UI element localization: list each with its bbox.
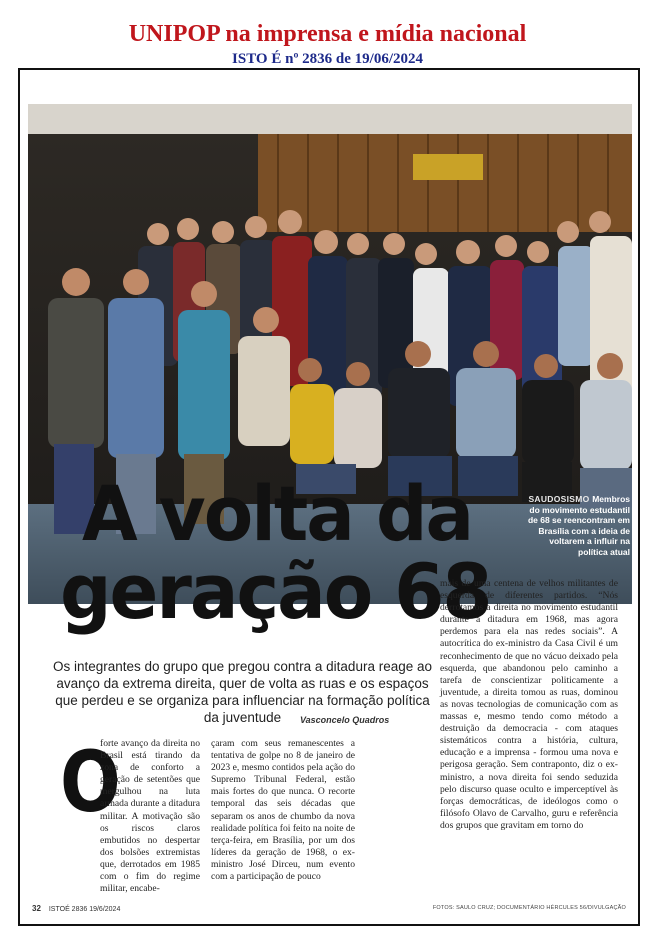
headline-line-2: geração 68 (60, 547, 491, 636)
photo-credits: FOTOS: SAULO CRUZ; DOCUMENTÁRIO HÉRCULES 56/DIVULGAÇÃO (432, 905, 626, 911)
article-column-3: mais de uma centena de velhos militantes de esquerda de diferentes partidos. “Nós derrotamos a direita no movimento estudantil durante a ditadura em 1968, mas agora perdemos para ela nas redes sociais”. A autocrítica do ex-ministro da Casa Civil é um reconhecimento de que no vácuo deixado pela esquerda, que abandonou pelo caminho a tarefa de conscientizar politicamente a juventude, a direita tomou as ruas, dominou as novas tecnologias de comunicação com as massas e, mesmo tendo como método a destruição da democracia - com ataques sistemáticos contra a história, cultura, educação e a imprensa - formou uma nova e perigosa geração. Sem contraponto, diz o ex-ministro, a nova direita foi sendo seduzida pelo discurso quase oculto e imperceptível às forças democráticas, de ideólogos como o filósofo Olavo de Carvalho, guru e referência dos grupos que gravitam em torno do (440, 578, 618, 831)
caption-text: Membros do movimento estudantil de 68 se reencontram em Brasília com a ideia de voltarem a influir na política atual (527, 494, 630, 557)
issue-info: ISTOÉ 2836 19/6/2024 (48, 906, 121, 913)
drop-cap: O (60, 733, 121, 831)
article-dek: Os integrantes do grupo que pregou contra a ditadura reage ao avanço da extrema direita, quer de volta as ruas e os espaços que perdeu e se organiza para influenciar na formação política da juventude (52, 659, 432, 725)
headline-line-1: A volta da (82, 469, 473, 558)
magazine-page (18, 68, 640, 926)
column-1-text: forte avanço da direita no Brasil está tirando da zona de conforto a geração de setentões que mergulhou na luta armada durante a ditadura militar. A motivação são os riscos claros embutidos no despertar dos bolsões extremistas que, derrotados em 1985 com o fim do regime militar, encabe- (100, 738, 200, 895)
caption-kicker: SAUDOSISMO (528, 494, 593, 504)
article-byline: Vasconcelo Quadros (300, 715, 390, 725)
photo-caption (518, 494, 630, 557)
page-title: UNIPOP na imprensa e mídia nacional (128, 21, 527, 47)
article-column-2: çaram com seus remanescentes a tentativa de golpe no 8 de janeiro de 2023 e, mesmo contidos pela ação do Supremo Tribunal Federal, estão mais fortes do que nunca. O recorte temporal das seis décadas que separam os anos de chumbo da nova realidade política foi feito na noite de terça-feira, em Brasília, por um dos líderes da geração de 1968, o ex-ministro José Dirceu, num evento com a participação de pouco (211, 738, 355, 883)
article-column-1 (60, 733, 200, 895)
page-number: 32 (32, 904, 41, 913)
page-footer (32, 904, 120, 913)
page-subtitle: ISTO É nº 2836 de 19/06/2024 (232, 51, 423, 67)
